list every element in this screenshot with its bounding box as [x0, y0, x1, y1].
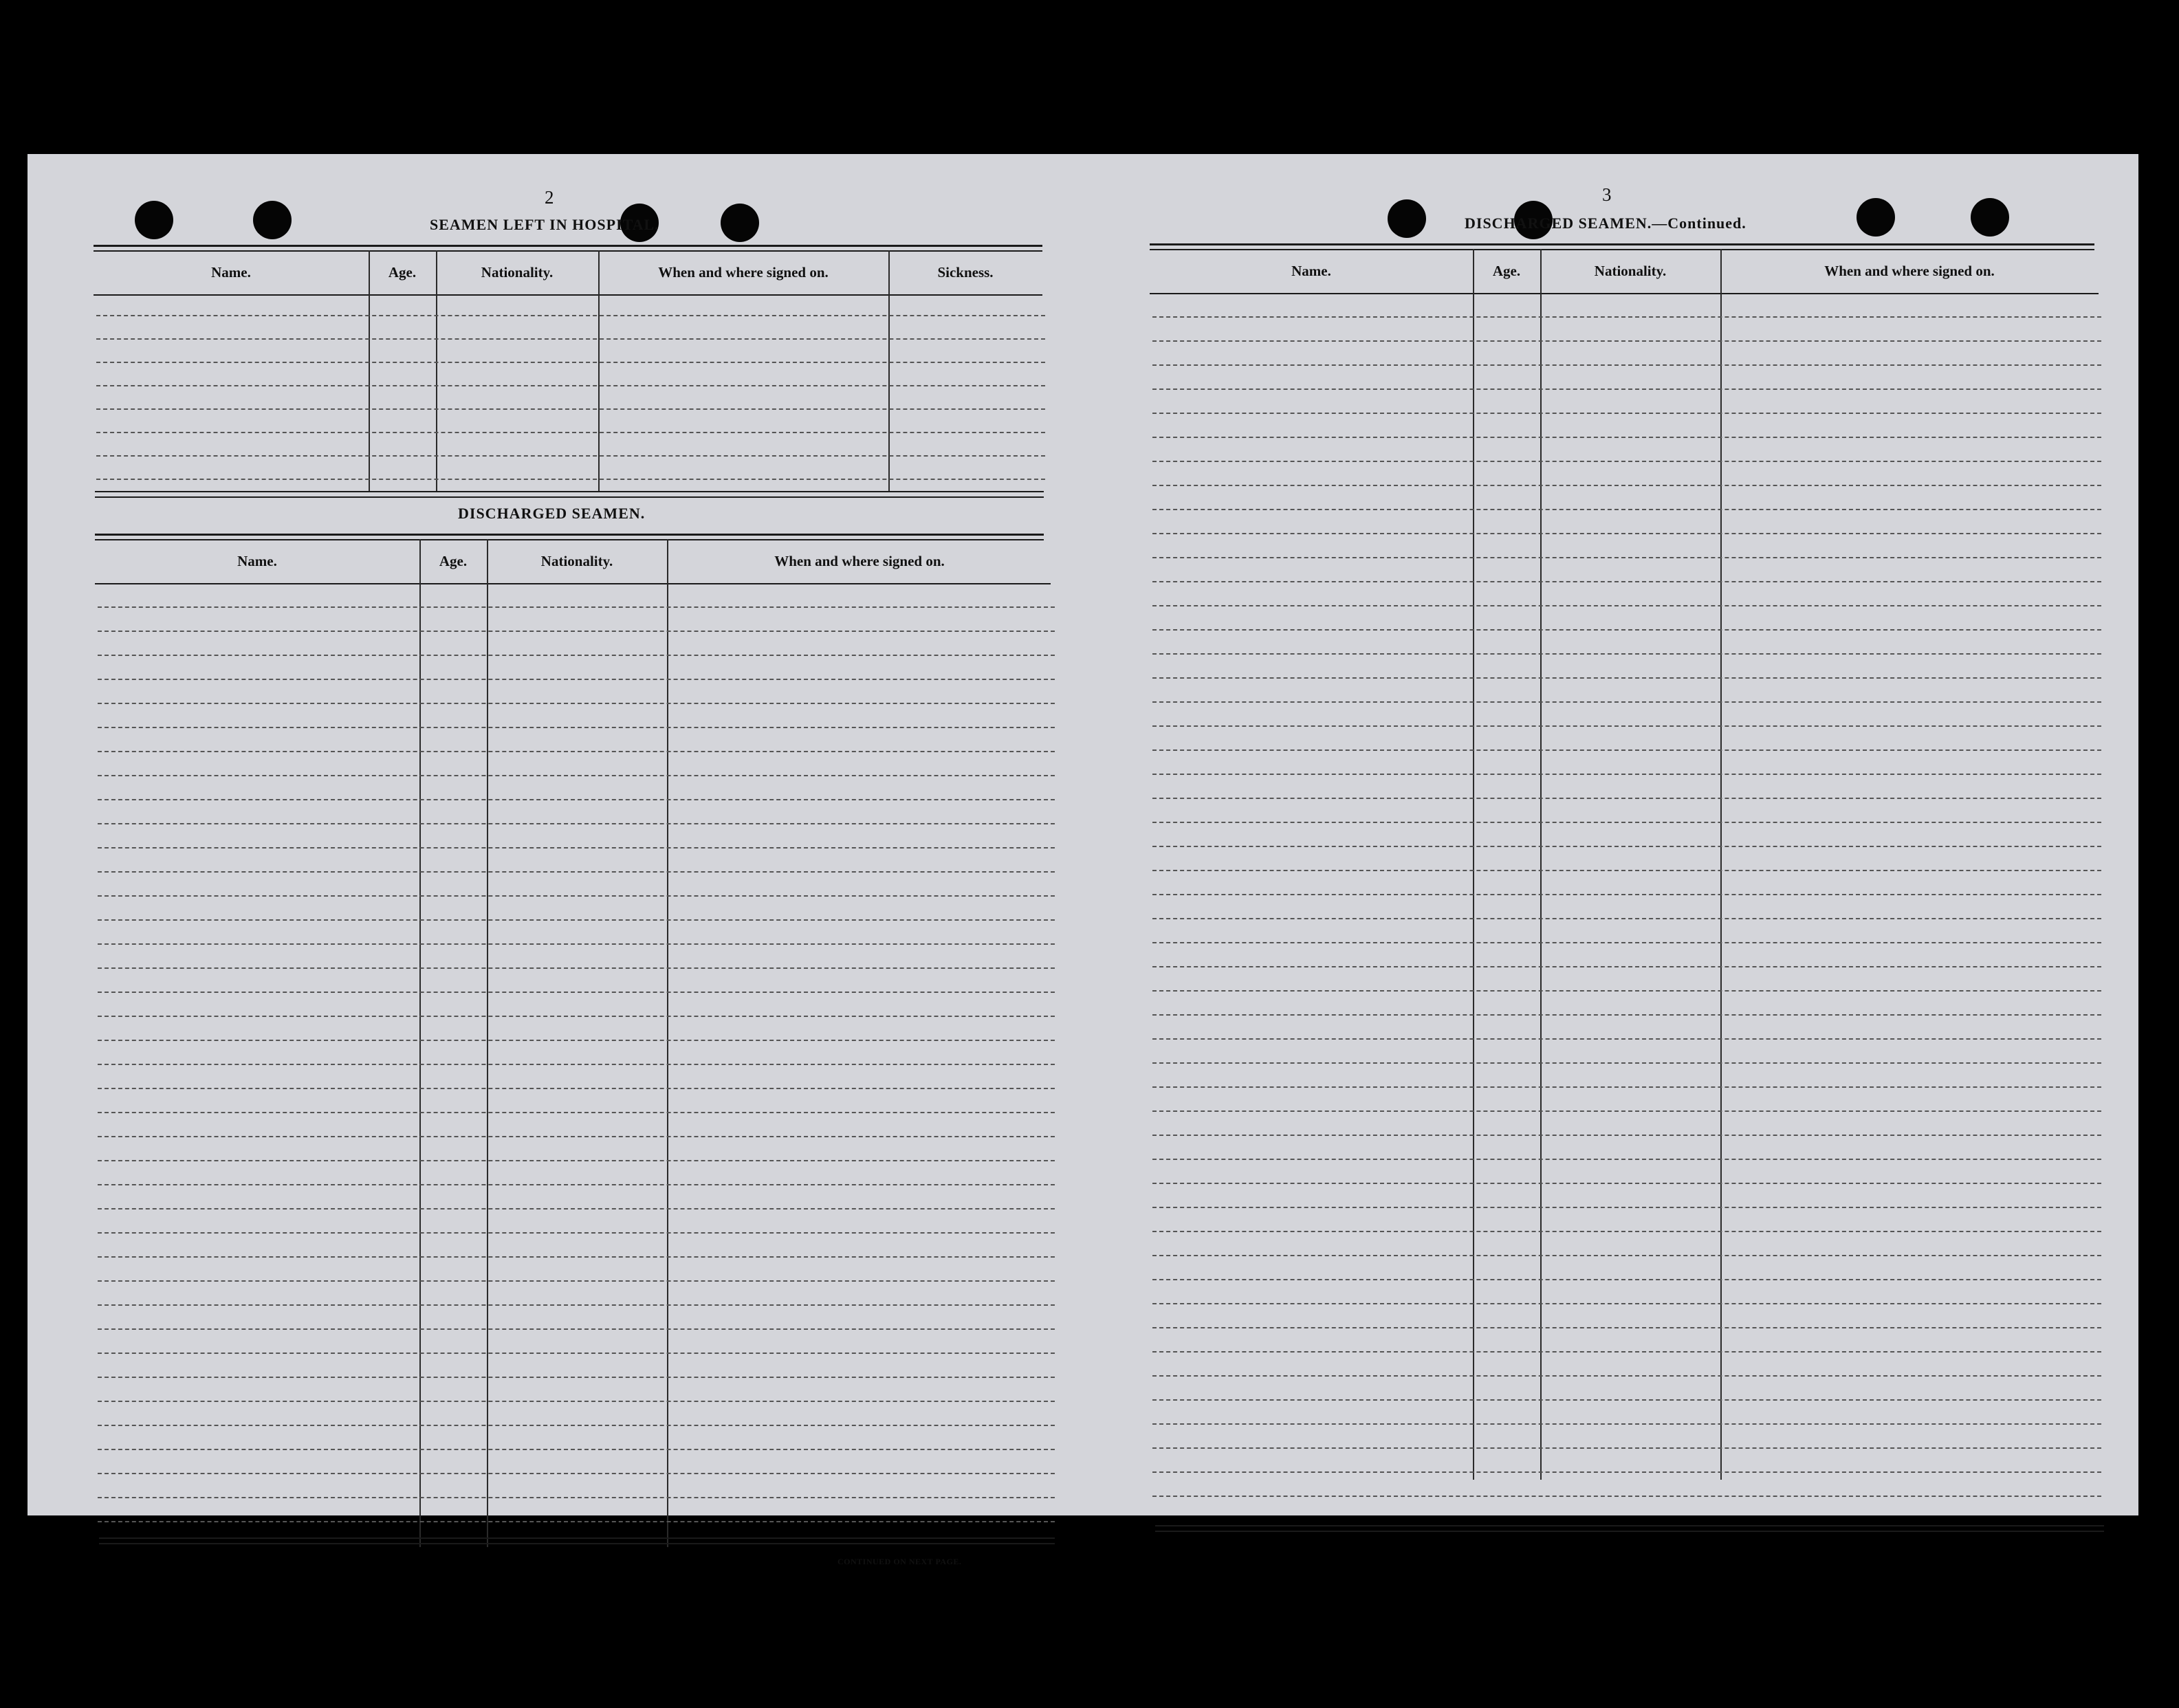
table-row — [1152, 364, 2101, 366]
table-row — [1152, 1447, 2101, 1449]
table-row — [1152, 1327, 2101, 1328]
table-row — [98, 1232, 1055, 1234]
table-row — [1152, 461, 2101, 462]
table-row — [1152, 1255, 2101, 1256]
table-row — [98, 1473, 1055, 1474]
table-row — [98, 1208, 1055, 1209]
table-row — [98, 1304, 1055, 1306]
table-row — [1152, 605, 2101, 606]
table-row — [98, 943, 1055, 945]
hospital-top-rule — [94, 245, 1042, 247]
punch-hole — [721, 204, 759, 242]
table-row — [96, 362, 1045, 363]
hospital-top-rule-2 — [94, 250, 1042, 252]
table-row — [98, 1256, 1055, 1258]
table-row — [1152, 918, 2101, 919]
table-row — [98, 727, 1055, 728]
table-row — [1152, 1014, 2101, 1016]
table-row — [98, 606, 1055, 608]
right-col-age: Age. — [1492, 263, 1521, 279]
table-row — [98, 1328, 1055, 1330]
hospital-col-name: Name. — [211, 264, 251, 281]
table-row — [98, 1377, 1055, 1378]
right-col-nationality: Nationality. — [1594, 263, 1667, 279]
table-row — [1152, 1496, 2101, 1497]
table-row — [98, 1112, 1055, 1113]
table-row — [1152, 1279, 2101, 1280]
discharged-top-rule-2 — [95, 539, 1044, 540]
table-row — [1152, 1062, 2101, 1064]
discharged-col-name: Name. — [237, 553, 277, 569]
table-row — [1152, 557, 2101, 558]
table-row — [98, 1401, 1055, 1402]
right-col-signed-on: When and where signed on. — [1824, 263, 1995, 279]
left-page-number: 2 — [545, 187, 554, 208]
table-row — [1152, 1303, 2101, 1304]
table-row — [98, 847, 1055, 848]
table-row — [1152, 1207, 2101, 1208]
table-row — [1152, 870, 2101, 871]
table-row — [98, 1040, 1055, 1041]
table-row — [1152, 581, 2101, 582]
table-row — [1152, 966, 2101, 967]
table-row — [1152, 1399, 2101, 1401]
table-row — [1152, 846, 2101, 847]
hospital-col-sickness: Sickness. — [937, 264, 994, 281]
manifest-sheet — [28, 154, 2138, 1566]
table-row — [98, 1280, 1055, 1282]
table-row — [98, 823, 1055, 824]
table-row — [96, 338, 1045, 340]
table-row — [1152, 1375, 2101, 1377]
table-row — [1152, 533, 2101, 534]
punch-hole — [1857, 198, 1895, 237]
table-row — [98, 1497, 1055, 1498]
table-row — [98, 1064, 1055, 1065]
table-row — [98, 799, 1055, 800]
hospital-bottom-rule-2 — [95, 496, 1044, 498]
table-row — [1152, 1351, 2101, 1353]
discharged-col-nationality: Nationality. — [540, 553, 613, 569]
table-row — [1152, 701, 2101, 703]
table-row — [1152, 340, 2101, 342]
discharged-bottom-rule-2 — [99, 1543, 1055, 1544]
table-row — [1152, 942, 2101, 943]
discharged-continued-rows — [1152, 293, 2101, 1489]
table-row — [96, 479, 1045, 480]
table-row — [98, 1016, 1055, 1017]
table-row — [1152, 437, 2101, 438]
right-bottom-rule-2 — [1155, 1531, 2104, 1532]
table-row — [98, 919, 1055, 921]
table-row — [98, 751, 1055, 752]
table-row — [1152, 1086, 2101, 1088]
table-row — [1152, 798, 2101, 799]
table-row — [1152, 822, 2101, 823]
table-row — [1152, 1423, 2101, 1425]
table-row — [98, 1088, 1055, 1089]
table-row — [1152, 990, 2101, 992]
discharged-section-title: DISCHARGED SEAMEN. — [458, 505, 646, 522]
table-row — [1152, 1231, 2101, 1232]
table-row — [1152, 509, 2101, 510]
table-row — [1152, 677, 2101, 679]
table-row — [98, 871, 1055, 873]
table-row — [96, 432, 1045, 433]
right-page-number: 3 — [1602, 184, 1612, 205]
hospital-rows — [96, 292, 1045, 498]
table-row — [1152, 1135, 2101, 1136]
table-row — [1152, 1183, 2101, 1184]
table-row — [98, 1160, 1055, 1161]
table-row — [98, 775, 1055, 776]
hospital-bottom-rule — [95, 491, 1044, 492]
table-row — [98, 631, 1055, 632]
table-row — [96, 455, 1045, 457]
hospital-section-title: SEAMEN LEFT IN HOSPITAL. — [430, 216, 659, 233]
table-row — [98, 1425, 1055, 1426]
right-top-rule — [1150, 243, 2094, 245]
punch-hole — [135, 201, 173, 239]
hospital-col-nationality: Nationality. — [481, 264, 554, 281]
table-row — [1152, 316, 2101, 318]
table-row — [98, 1353, 1055, 1354]
table-row — [98, 895, 1055, 897]
continued-note: CONTINUED ON NEXT PAGE. — [837, 1557, 962, 1566]
table-row — [98, 967, 1055, 969]
discharged-col-age: Age. — [439, 553, 468, 569]
table-row — [1152, 1159, 2101, 1160]
discharged-rows — [98, 583, 1055, 1546]
table-row — [98, 655, 1055, 656]
table-row — [1152, 388, 2101, 390]
table-row — [1152, 1038, 2101, 1040]
table-row — [1152, 749, 2101, 751]
hospital-col-signed-on: When and where signed on. — [658, 264, 829, 281]
right-bottom-rule — [1155, 1525, 2104, 1526]
table-row — [1152, 725, 2101, 727]
punch-hole — [1971, 198, 2009, 237]
table-row — [1152, 894, 2101, 895]
table-row — [98, 1521, 1055, 1522]
discharged-continued-title: DISCHARGED SEAMEN.—Continued. — [1465, 215, 1747, 232]
table-row — [1152, 485, 2101, 486]
table-row — [96, 408, 1045, 410]
table-row — [96, 315, 1045, 316]
right-col-name: Name. — [1291, 263, 1331, 279]
table-row — [98, 1136, 1055, 1137]
table-row — [98, 1449, 1055, 1450]
table-row — [98, 703, 1055, 704]
right-top-rule-2 — [1150, 249, 2094, 250]
discharged-bottom-rule — [99, 1537, 1055, 1539]
punch-hole — [253, 201, 292, 239]
table-row — [96, 385, 1045, 386]
table-row — [1152, 1471, 2101, 1473]
hospital-col-age: Age. — [388, 264, 417, 281]
table-row — [1152, 413, 2101, 414]
punch-hole — [1388, 199, 1426, 238]
discharged-top-rule — [95, 534, 1044, 536]
table-row — [1152, 629, 2101, 631]
discharged-col-signed-on: When and where signed on. — [774, 553, 945, 569]
table-row — [1152, 1110, 2101, 1112]
table-row — [98, 679, 1055, 680]
table-row — [1152, 653, 2101, 655]
table-row — [98, 1184, 1055, 1185]
table-row — [98, 992, 1055, 993]
table-row — [1152, 774, 2101, 775]
